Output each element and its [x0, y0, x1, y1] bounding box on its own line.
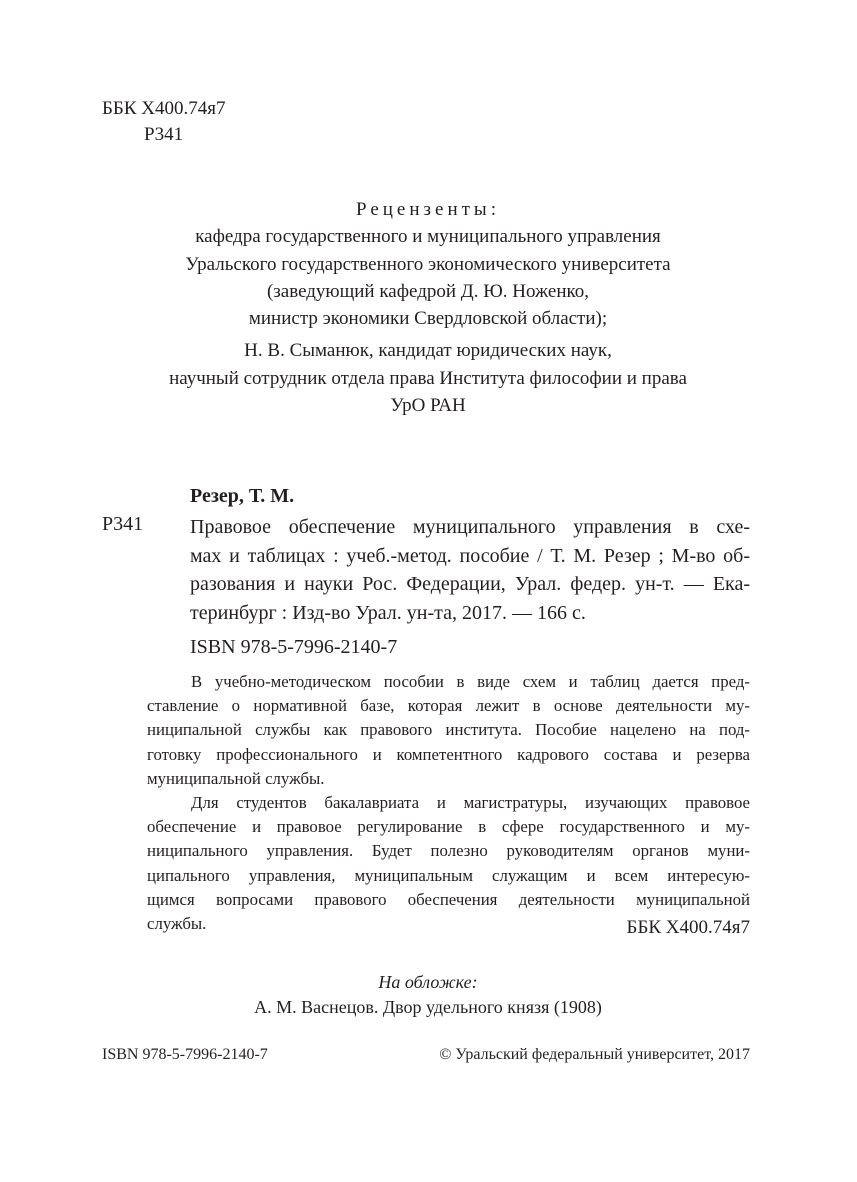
bibliographic-description — [190, 513, 750, 627]
author-sign: Р341 — [144, 124, 184, 145]
catalog-author: Резер, Т. М. — [190, 485, 295, 507]
cover-text: А. М. Васнецов. Двор удельного князя (1908) — [254, 997, 602, 1017]
bbk-code: ББК Х400.74я7 — [102, 98, 226, 119]
reviewer-line: (заведующий кафедрой Д. Ю. Ноженко, — [266, 280, 590, 302]
annotation-line: службы. — [147, 914, 207, 934]
isbn: ISBN 978-5-7996-2140-7 — [190, 636, 398, 658]
footer-isbn: ISBN 978-5-7996-2140-7 — [102, 1046, 268, 1063]
reviewer-line: Уральского государственного экономического университета — [185, 253, 671, 275]
reviewers-heading: Рецензенты: — [356, 199, 500, 220]
cover-label: На обложке: — [378, 972, 478, 992]
annotation-line: Для студентов бакалавриата и магистратуры, изучающих правовое — [191, 793, 750, 813]
cover-note — [100, 970, 756, 1020]
annotation — [147, 670, 750, 936]
biblio-line: Правовое обеспечение муниципального управления в схе- — [190, 516, 750, 538]
annotation-line: ставление о нормативной базе, которая лежит в основе деятельности му- — [147, 696, 750, 716]
footer-copyright: © Уральский федеральный университет, 2017 — [439, 1046, 750, 1063]
reviewer-line: Н. В. Сыманюк, кандидат юридических наук, — [244, 340, 612, 362]
annotation-line: готовку профессионального и компетентного кадрового состава и резерва — [147, 744, 750, 764]
annotation-line: обеспечение и правовое регулирование в сфере государственного и му- — [147, 817, 750, 837]
reviewer-line: министр экономики Свердловской области); — [248, 308, 608, 330]
annotation-line: щимся вопросами правового обеспечения деятельности муниципальной — [147, 889, 750, 909]
biblio-line: мах и таблицах : учеб.-метод. пособие / Т. М. Резер ; М-во об- — [190, 544, 750, 567]
reviewers-block — [100, 196, 756, 419]
bbk-code-block — [102, 96, 225, 148]
bbk-code-bottom: ББК Х400.74я7 — [626, 917, 750, 938]
annotation-line: ципального управления, муниципальным служащим и всем интересую- — [147, 865, 750, 885]
annotation-line: ниципальной службы как правового института. Пособие нацелено на под- — [147, 720, 750, 740]
reviewer-line: научный сотрудник отдела права Института философии и права — [169, 367, 687, 389]
biblio-line: разования и науки Рос. Федерации, Урал. федер. ун-т. — Ека- — [190, 573, 750, 595]
annotation-line: муниципальной службы. — [147, 768, 325, 788]
annotation-line: ниципального управления. Будет полезно руководителям органов муни- — [147, 841, 750, 861]
biblio-line: теринбург : Изд-во Урал. ун-та, 2017. — 166 с. — [190, 601, 586, 624]
reviewer-line: УрО РАН — [390, 395, 466, 417]
annotation-line: В учебно-методическом пособии в виде схем и таблиц дается пред- — [191, 672, 750, 691]
reviewer-line: кафедра государственного и муниципального управления — [195, 226, 661, 248]
catalog-code: Р341 — [102, 513, 144, 535]
